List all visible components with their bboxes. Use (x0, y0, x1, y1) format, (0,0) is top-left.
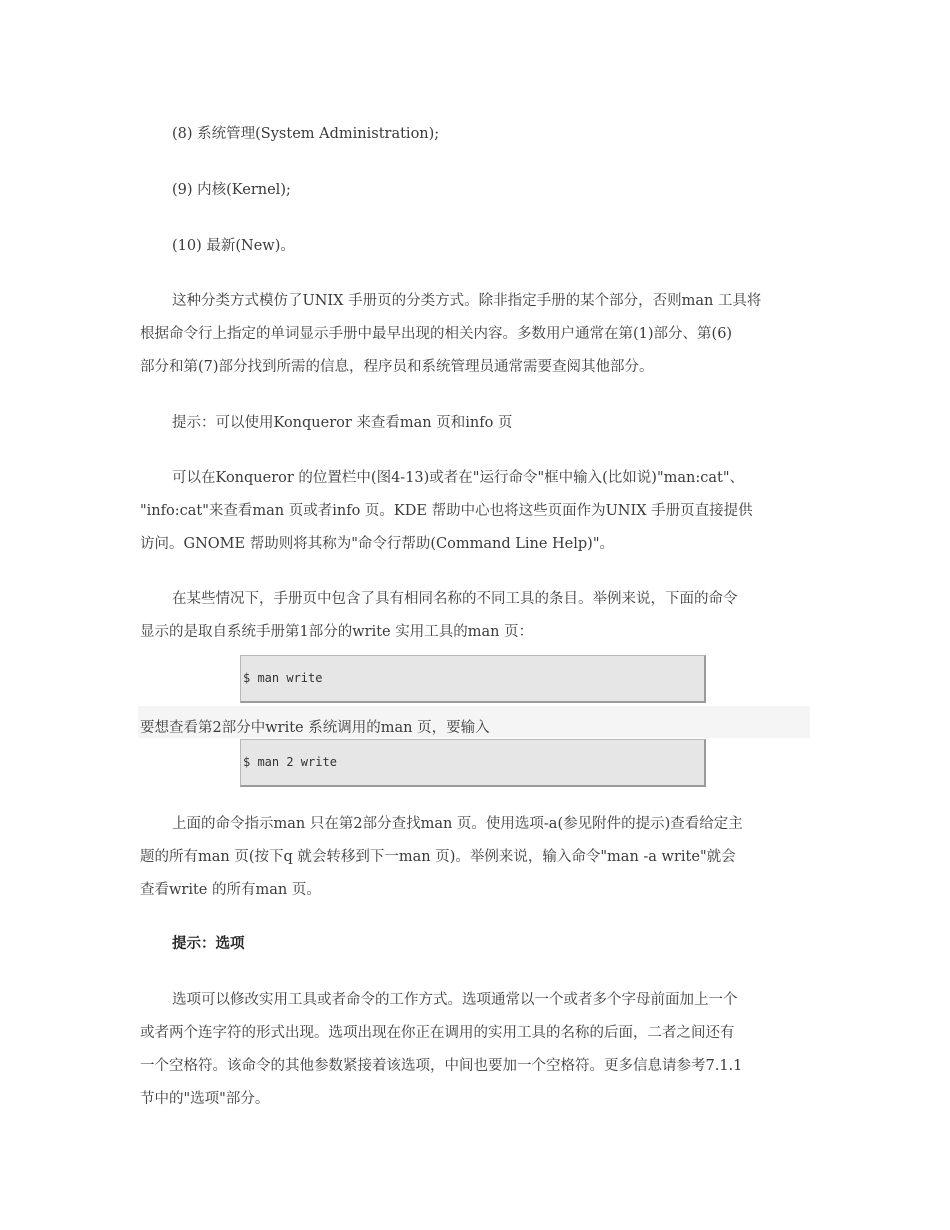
code-block-man-2-write (240, 739, 706, 787)
code-text: $ man write (243, 671, 323, 685)
paragraph-5-line-1: 上面的命令指示man 只在第2部分查找man 页。使用选项-a(参见附件的提示)查看给定主 (172, 816, 743, 832)
paragraph-5-line-3: 查看write 的所有man 页。 (140, 882, 321, 898)
paragraph-3-line-2: 显示的是取自系统手册第1部分的write 实用工具的man 页： (140, 624, 534, 640)
code-text: $ man 2 write (243, 755, 337, 769)
paragraph-2-line-1: 可以在Konqueror 的位置栏中(图4-13)或者在"运行命令"框中输入(比如说)"man:cat"、 (172, 470, 745, 486)
paragraph-1-line-2: 根据命令行上指定的单词显示手册中最早出现的相关内容。多数用户通常在第(1)部分、第(6) (140, 326, 733, 342)
list-item-9: (9) 内核(Kernel); (172, 182, 291, 198)
list-item-8: (8) 系统管理(System Administration); (172, 126, 440, 142)
paragraph-3-line-1: 在某些情况下，手册页中包含了具有相同名称的不同工具的条目。举例来说，下面的命令 (172, 591, 738, 607)
paragraph-1-line-3: 部分和第(7)部分找到所需的信息，程序员和系统管理员通常需要查阅其他部分。 (140, 359, 654, 375)
paragraph-5-line-2: 题的所有man 页(按下q 就会转移到下一man 页)。举例来说，输入命令"man -a write"就会 (140, 849, 736, 865)
tip-konqueror: 提示：可以使用Konqueror 来查看man 页和info 页 (172, 415, 513, 431)
list-item-10: (10) 最新(New)。 (172, 238, 295, 254)
paragraph-6-line-4: 节中的"选项"部分。 (140, 1091, 270, 1107)
code-block-man-write (240, 655, 706, 703)
paragraph-4: 要想查看第2部分中write 系统调用的man 页，要输入 (140, 720, 490, 736)
paragraph-2-line-2: "info:cat"来查看man 页或者info 页。KDE 帮助中心也将这些页面作为UNIX 手册页直接提供 (140, 503, 753, 519)
paragraph-6-line-1: 选项可以修改实用工具或者命令的工作方式。选项通常以一个或者多个字母前面加上一个 (172, 992, 738, 1008)
paragraph-2-line-3: 访问。GNOME 帮助则将其称为"命令行帮助(Command Line Help)"。 (140, 536, 614, 552)
paragraph-6-line-3: 一个空格符。该命令的其他参数紧接着该选项，中间也要加一个空格符。更多信息请参考7.1.1 (140, 1058, 743, 1074)
tip-options-heading: 提示：选项 (172, 935, 245, 952)
paragraph-6-line-2: 或者两个连字符的形式出现。选项出现在你正在调用的实用工具的名称的后面，二者之间还有 (140, 1025, 735, 1041)
paragraph-1-line-1: 这种分类方式模仿了UNIX 手册页的分类方式。除非指定手册的某个部分，否则man 工具将 (172, 293, 762, 309)
